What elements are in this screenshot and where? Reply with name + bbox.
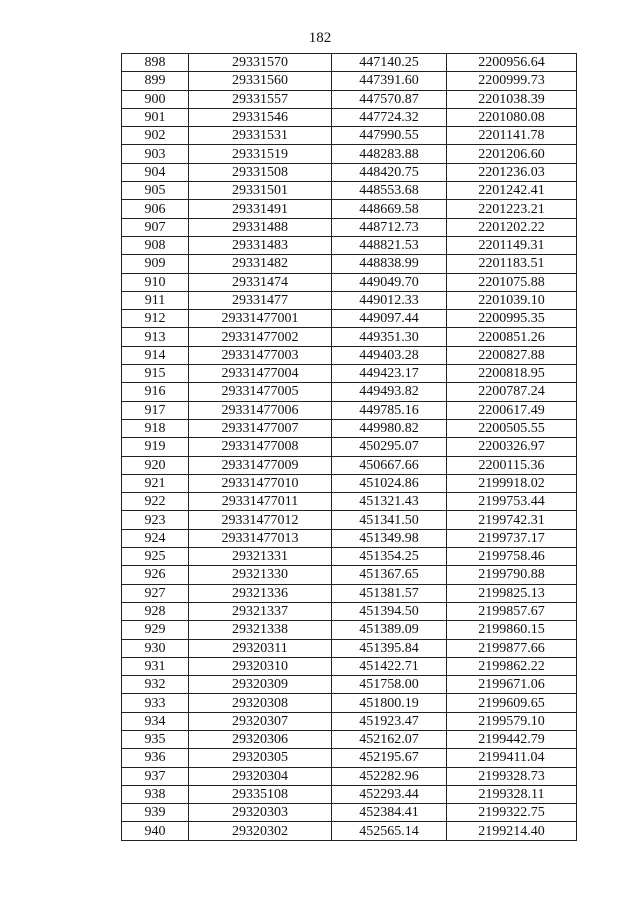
- point-id-cell: 29331477010: [189, 474, 332, 492]
- point-id-cell: 29331477: [189, 291, 332, 309]
- y-coordinate-cell: 2201141.78: [447, 127, 577, 145]
- x-coordinate-cell: 451367.65: [332, 566, 447, 584]
- table-row: [122, 511, 577, 529]
- y-coordinate-cell: 2199857.67: [447, 602, 577, 620]
- x-coordinate-cell: 449351.30: [332, 328, 447, 346]
- point-number-cell: 935: [122, 730, 189, 748]
- y-coordinate-cell: 2199918.02: [447, 474, 577, 492]
- table-row: [122, 54, 577, 72]
- x-coordinate-cell: 448669.58: [332, 200, 447, 218]
- table-row: [122, 785, 577, 803]
- y-coordinate-cell: 2201202.22: [447, 218, 577, 236]
- point-number-cell: 916: [122, 383, 189, 401]
- table-row: [122, 163, 577, 181]
- table-row: [122, 182, 577, 200]
- table-row: [122, 712, 577, 730]
- point-id-cell: 29320306: [189, 730, 332, 748]
- y-coordinate-cell: 2199790.88: [447, 566, 577, 584]
- table-row: [122, 90, 577, 108]
- point-number-cell: 917: [122, 401, 189, 419]
- table-row: [122, 529, 577, 547]
- point-id-cell: 29331501: [189, 182, 332, 200]
- point-id-cell: 29331483: [189, 236, 332, 254]
- point-number-cell: 905: [122, 182, 189, 200]
- y-coordinate-cell: 2200851.26: [447, 328, 577, 346]
- coordinates-table: [121, 53, 577, 841]
- x-coordinate-cell: 447391.60: [332, 72, 447, 90]
- x-coordinate-cell: 449423.17: [332, 365, 447, 383]
- x-coordinate-cell: 452384.41: [332, 804, 447, 822]
- x-coordinate-cell: 447724.32: [332, 108, 447, 126]
- point-id-cell: 29320308: [189, 694, 332, 712]
- point-number-cell: 919: [122, 438, 189, 456]
- point-number-cell: 924: [122, 529, 189, 547]
- point-id-cell: 29331560: [189, 72, 332, 90]
- table-row: [122, 145, 577, 163]
- point-id-cell: 29331482: [189, 255, 332, 273]
- y-coordinate-cell: 2201242.41: [447, 182, 577, 200]
- point-id-cell: 29320305: [189, 749, 332, 767]
- x-coordinate-cell: 452195.67: [332, 749, 447, 767]
- y-coordinate-cell: 2199737.17: [447, 529, 577, 547]
- table-row: [122, 639, 577, 657]
- table-row: [122, 310, 577, 328]
- y-coordinate-cell: 2199442.79: [447, 730, 577, 748]
- point-id-cell: 29331477008: [189, 438, 332, 456]
- x-coordinate-cell: 447140.25: [332, 54, 447, 72]
- y-coordinate-cell: 2199579.10: [447, 712, 577, 730]
- point-id-cell: 29331474: [189, 273, 332, 291]
- point-id-cell: 29331477002: [189, 328, 332, 346]
- table-row: [122, 676, 577, 694]
- y-coordinate-cell: 2200818.95: [447, 365, 577, 383]
- point-id-cell: 29320307: [189, 712, 332, 730]
- point-number-cell: 933: [122, 694, 189, 712]
- y-coordinate-cell: 2201039.10: [447, 291, 577, 309]
- point-number-cell: 939: [122, 804, 189, 822]
- y-coordinate-cell: 2200956.64: [447, 54, 577, 72]
- table-row: [122, 72, 577, 90]
- y-coordinate-cell: 2199328.11: [447, 785, 577, 803]
- point-id-cell: 29331477005: [189, 383, 332, 401]
- x-coordinate-cell: 452565.14: [332, 822, 447, 840]
- x-coordinate-cell: 452293.44: [332, 785, 447, 803]
- point-number-cell: 931: [122, 657, 189, 675]
- point-id-cell: 29331508: [189, 163, 332, 181]
- table-row: [122, 291, 577, 309]
- point-id-cell: 29321331: [189, 548, 332, 566]
- table-row: [122, 730, 577, 748]
- point-number-cell: 940: [122, 822, 189, 840]
- y-coordinate-cell: 2199758.46: [447, 548, 577, 566]
- x-coordinate-cell: 448838.99: [332, 255, 447, 273]
- table-row: [122, 438, 577, 456]
- point-id-cell: 29331477006: [189, 401, 332, 419]
- table-row: [122, 419, 577, 437]
- y-coordinate-cell: 2200787.24: [447, 383, 577, 401]
- table-row: [122, 584, 577, 602]
- point-number-cell: 903: [122, 145, 189, 163]
- point-number-cell: 904: [122, 163, 189, 181]
- x-coordinate-cell: 451321.43: [332, 493, 447, 511]
- y-coordinate-cell: 2200326.97: [447, 438, 577, 456]
- point-number-cell: 913: [122, 328, 189, 346]
- y-coordinate-cell: 2199742.31: [447, 511, 577, 529]
- x-coordinate-cell: 451354.25: [332, 548, 447, 566]
- y-coordinate-cell: 2200115.36: [447, 456, 577, 474]
- point-id-cell: 29320303: [189, 804, 332, 822]
- point-number-cell: 929: [122, 621, 189, 639]
- table-row: [122, 749, 577, 767]
- point-number-cell: 927: [122, 584, 189, 602]
- y-coordinate-cell: 2200617.49: [447, 401, 577, 419]
- x-coordinate-cell: 451800.19: [332, 694, 447, 712]
- y-coordinate-cell: 2199411.04: [447, 749, 577, 767]
- point-number-cell: 901: [122, 108, 189, 126]
- table-row: [122, 255, 577, 273]
- table-row: [122, 108, 577, 126]
- y-coordinate-cell: 2201149.31: [447, 236, 577, 254]
- point-id-cell: 29321330: [189, 566, 332, 584]
- x-coordinate-cell: 448283.88: [332, 145, 447, 163]
- point-number-cell: 898: [122, 54, 189, 72]
- table-row: [122, 804, 577, 822]
- table-row: [122, 822, 577, 840]
- point-number-cell: 937: [122, 767, 189, 785]
- table-row: [122, 346, 577, 364]
- x-coordinate-cell: 451923.47: [332, 712, 447, 730]
- point-id-cell: 29321337: [189, 602, 332, 620]
- x-coordinate-cell: 451394.50: [332, 602, 447, 620]
- y-coordinate-cell: 2200827.88: [447, 346, 577, 364]
- point-id-cell: 29320304: [189, 767, 332, 785]
- x-coordinate-cell: 451395.84: [332, 639, 447, 657]
- point-id-cell: 29335108: [189, 785, 332, 803]
- x-coordinate-cell: 448420.75: [332, 163, 447, 181]
- y-coordinate-cell: 2200995.35: [447, 310, 577, 328]
- y-coordinate-cell: 2201236.03: [447, 163, 577, 181]
- table-row: [122, 602, 577, 620]
- point-number-cell: 921: [122, 474, 189, 492]
- table-row: [122, 365, 577, 383]
- y-coordinate-cell: 2199671.06: [447, 676, 577, 694]
- x-coordinate-cell: 451758.00: [332, 676, 447, 694]
- point-number-cell: 907: [122, 218, 189, 236]
- point-number-cell: 930: [122, 639, 189, 657]
- point-id-cell: 29320302: [189, 822, 332, 840]
- table-row: [122, 218, 577, 236]
- y-coordinate-cell: 2199877.66: [447, 639, 577, 657]
- point-id-cell: 29320311: [189, 639, 332, 657]
- table-row: [122, 474, 577, 492]
- x-coordinate-cell: 449785.16: [332, 401, 447, 419]
- point-id-cell: 29331531: [189, 127, 332, 145]
- point-number-cell: 920: [122, 456, 189, 474]
- point-number-cell: 926: [122, 566, 189, 584]
- point-number-cell: 938: [122, 785, 189, 803]
- x-coordinate-cell: 449012.33: [332, 291, 447, 309]
- x-coordinate-cell: 450667.66: [332, 456, 447, 474]
- point-number-cell: 911: [122, 291, 189, 309]
- point-number-cell: 918: [122, 419, 189, 437]
- y-coordinate-cell: 2199825.13: [447, 584, 577, 602]
- table-row: [122, 200, 577, 218]
- table-row: [122, 456, 577, 474]
- y-coordinate-cell: 2201075.88: [447, 273, 577, 291]
- x-coordinate-cell: 451341.50: [332, 511, 447, 529]
- point-id-cell: 29320310: [189, 657, 332, 675]
- y-coordinate-cell: 2199328.73: [447, 767, 577, 785]
- point-number-cell: 912: [122, 310, 189, 328]
- table-row: [122, 694, 577, 712]
- table-row: [122, 401, 577, 419]
- point-number-cell: 906: [122, 200, 189, 218]
- point-id-cell: 29331477012: [189, 511, 332, 529]
- point-number-cell: 932: [122, 676, 189, 694]
- y-coordinate-cell: 2200999.73: [447, 72, 577, 90]
- x-coordinate-cell: 452162.07: [332, 730, 447, 748]
- point-number-cell: 908: [122, 236, 189, 254]
- point-id-cell: 29331491: [189, 200, 332, 218]
- table-row: [122, 383, 577, 401]
- point-number-cell: 915: [122, 365, 189, 383]
- x-coordinate-cell: 451389.09: [332, 621, 447, 639]
- x-coordinate-cell: 449097.44: [332, 310, 447, 328]
- point-id-cell: 29331519: [189, 145, 332, 163]
- table-row: [122, 767, 577, 785]
- point-number-cell: 902: [122, 127, 189, 145]
- y-coordinate-cell: 2199609.65: [447, 694, 577, 712]
- table-row: [122, 566, 577, 584]
- point-id-cell: 29320309: [189, 676, 332, 694]
- point-id-cell: 29331477004: [189, 365, 332, 383]
- coordinates-table-body: [122, 54, 577, 841]
- y-coordinate-cell: 2201183.51: [447, 255, 577, 273]
- x-coordinate-cell: 449049.70: [332, 273, 447, 291]
- x-coordinate-cell: 451024.86: [332, 474, 447, 492]
- point-id-cell: 29331488: [189, 218, 332, 236]
- table-row: [122, 273, 577, 291]
- table-row: [122, 493, 577, 511]
- point-id-cell: 29331570: [189, 54, 332, 72]
- table-row: [122, 127, 577, 145]
- x-coordinate-cell: 448553.68: [332, 182, 447, 200]
- x-coordinate-cell: 449403.28: [332, 346, 447, 364]
- point-number-cell: 899: [122, 72, 189, 90]
- x-coordinate-cell: 452282.96: [332, 767, 447, 785]
- point-id-cell: 29331477003: [189, 346, 332, 364]
- point-id-cell: 29331477009: [189, 456, 332, 474]
- page-number: 182: [308, 30, 332, 46]
- x-coordinate-cell: 451381.57: [332, 584, 447, 602]
- point-number-cell: 914: [122, 346, 189, 364]
- x-coordinate-cell: 447990.55: [332, 127, 447, 145]
- point-id-cell: 29331546: [189, 108, 332, 126]
- point-number-cell: 910: [122, 273, 189, 291]
- x-coordinate-cell: 451422.71: [332, 657, 447, 675]
- y-coordinate-cell: 2199862.22: [447, 657, 577, 675]
- y-coordinate-cell: 2200505.55: [447, 419, 577, 437]
- point-number-cell: 923: [122, 511, 189, 529]
- y-coordinate-cell: 2201080.08: [447, 108, 577, 126]
- x-coordinate-cell: 450295.07: [332, 438, 447, 456]
- y-coordinate-cell: 2199860.15: [447, 621, 577, 639]
- table-row: [122, 621, 577, 639]
- point-number-cell: 934: [122, 712, 189, 730]
- point-id-cell: 29331557: [189, 90, 332, 108]
- point-id-cell: 29331477001: [189, 310, 332, 328]
- point-id-cell: 29331477013: [189, 529, 332, 547]
- point-number-cell: 909: [122, 255, 189, 273]
- y-coordinate-cell: 2199753.44: [447, 493, 577, 511]
- point-number-cell: 922: [122, 493, 189, 511]
- y-coordinate-cell: 2199322.75: [447, 804, 577, 822]
- point-number-cell: 900: [122, 90, 189, 108]
- y-coordinate-cell: 2201223.21: [447, 200, 577, 218]
- table-row: [122, 236, 577, 254]
- point-id-cell: 29331477007: [189, 419, 332, 437]
- table-row: [122, 328, 577, 346]
- x-coordinate-cell: 451349.98: [332, 529, 447, 547]
- y-coordinate-cell: 2199214.40: [447, 822, 577, 840]
- x-coordinate-cell: 449493.82: [332, 383, 447, 401]
- x-coordinate-cell: 447570.87: [332, 90, 447, 108]
- point-id-cell: 29321336: [189, 584, 332, 602]
- point-id-cell: 29321338: [189, 621, 332, 639]
- table-row: [122, 657, 577, 675]
- point-id-cell: 29331477011: [189, 493, 332, 511]
- x-coordinate-cell: 449980.82: [332, 419, 447, 437]
- x-coordinate-cell: 448712.73: [332, 218, 447, 236]
- point-number-cell: 928: [122, 602, 189, 620]
- point-number-cell: 925: [122, 548, 189, 566]
- y-coordinate-cell: 2201038.39: [447, 90, 577, 108]
- y-coordinate-cell: 2201206.60: [447, 145, 577, 163]
- table-row: [122, 548, 577, 566]
- point-number-cell: 936: [122, 749, 189, 767]
- x-coordinate-cell: 448821.53: [332, 236, 447, 254]
